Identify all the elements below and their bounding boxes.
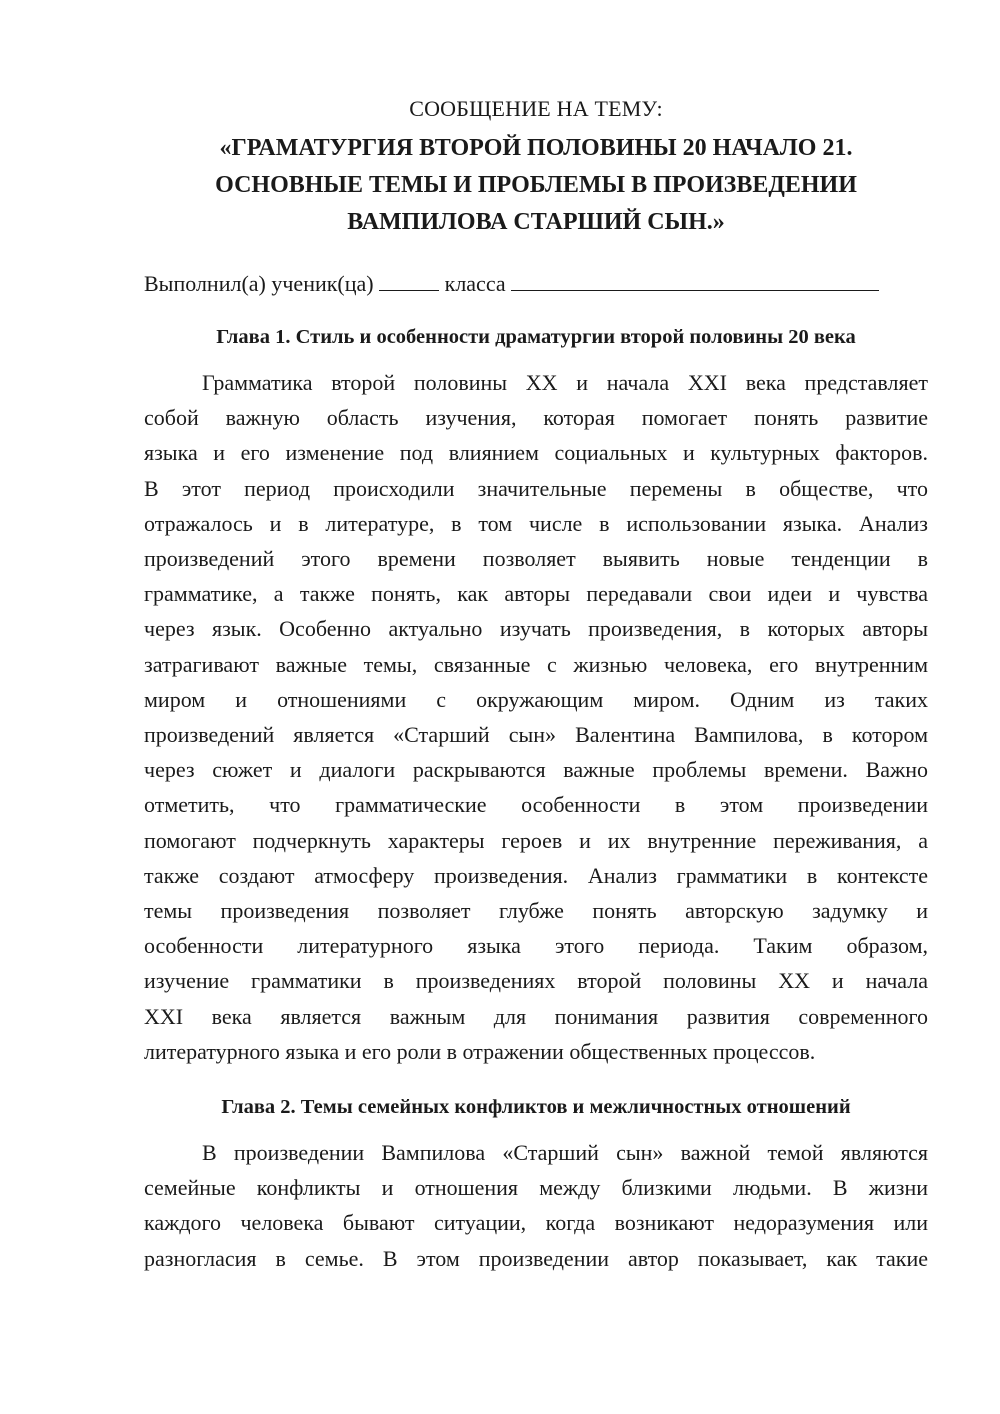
chapter-1-paragraph [144,365,928,1069]
document-title [144,130,928,241]
chapter-2-heading: Глава 2. Темы семейных конфликтов и межличностных отношений [221,1096,851,1119]
paragraph-line: В этот период происходили значительные перемены в обществе, что [144,475,928,501]
paragraph-line: собой важную область изучения, которая помогает понять развитие [144,405,928,431]
author-line [144,267,928,301]
paragraph-line: произведений этого времени позволяет выявить новые тенденции в [144,546,928,572]
paragraph-line: через язык. Особенно актуально изучать произведения, в которых авторы [144,616,928,642]
student-name-blank [511,268,879,291]
chapter-1-heading: Глава 1. Стиль и особенности драматургии второй половины 20 века [216,326,856,348]
paragraph-line: темы произведения позволяет глубже понять авторскую задумку и [144,898,928,924]
paragraph-line: миром и отношениями с окружающим миром. Одним из таких [144,686,928,712]
document-subtitle: СООБЩЕНИЕ НА ТЕМУ: [409,96,663,121]
paragraph-line: изучение грамматики в произведениях второй половины XX и начала [144,968,928,994]
paragraph-line: разногласия в семье. В этом произведении автор показывает, как такие [144,1245,928,1271]
paragraph-line: затрагивают важные темы, связанные с жизнью человека, его внутренним [144,651,928,677]
paragraph-line: произведений является «Старший сын» Валентина Вампилова, в котором [144,722,928,748]
paragraph-line: грамматике, а также понять, как авторы передавали свои идеи и чувства [144,581,928,607]
paragraph-line: особенности литературного языка этого периода. Таким образом, [144,933,928,959]
paragraph-line: XXI века является важным для понимания развития современного [144,1003,928,1029]
paragraph-line: через сюжет и диалоги раскрываются важные проблемы времени. Важно [144,757,928,783]
paragraph-line: отражалось и в литературе, в том числе в использовании языка. Анализ [144,510,928,536]
paragraph-line: также создают атмосферу произведения. Анализ грамматики в контексте [144,862,928,888]
document-page [144,92,928,1276]
class-number-blank [379,268,439,291]
title-line: ОСНОВНЫЕ ТЕМЫ И ПРОБЛЕМЫ В ПРОИЗВЕДЕНИИ [215,172,857,198]
title-line: «ГРАМАТУРГИЯ ВТОРОЙ ПОЛОВИНЫ 20 НАЧАЛО 21. [219,135,853,161]
paragraph-line: языка и его изменение под влиянием социальных и культурных факторов. [144,440,928,466]
paragraph-line: отметить, что грамматические особенности в этом произведении [144,792,928,818]
paragraph-line: Грамматика второй половины XX и начала XXI века представляет [202,370,928,395]
class-label: класса [444,271,506,296]
paragraph-line: В произведении Вампилова «Старший сын» важной темой являются [202,1140,928,1166]
paragraph-line: помогают подчеркнуть характеры героев и их внутренние переживания, а [144,827,928,853]
paragraph-line: семейные конфликты и отношения между близкими людьми. В жизни [144,1175,928,1201]
author-label: Выполнил(а) ученик(ца) [144,271,374,296]
paragraph-line: каждого человека бывают ситуации, когда возникают недоразумения или [144,1210,928,1236]
title-line: ВАМПИЛОВА СТАРШИЙ СЫН.» [347,209,725,235]
paragraph-line: литературного языка и его роли в отражении общественных процессов. [144,1038,816,1064]
chapter-2-paragraph [144,1135,928,1276]
